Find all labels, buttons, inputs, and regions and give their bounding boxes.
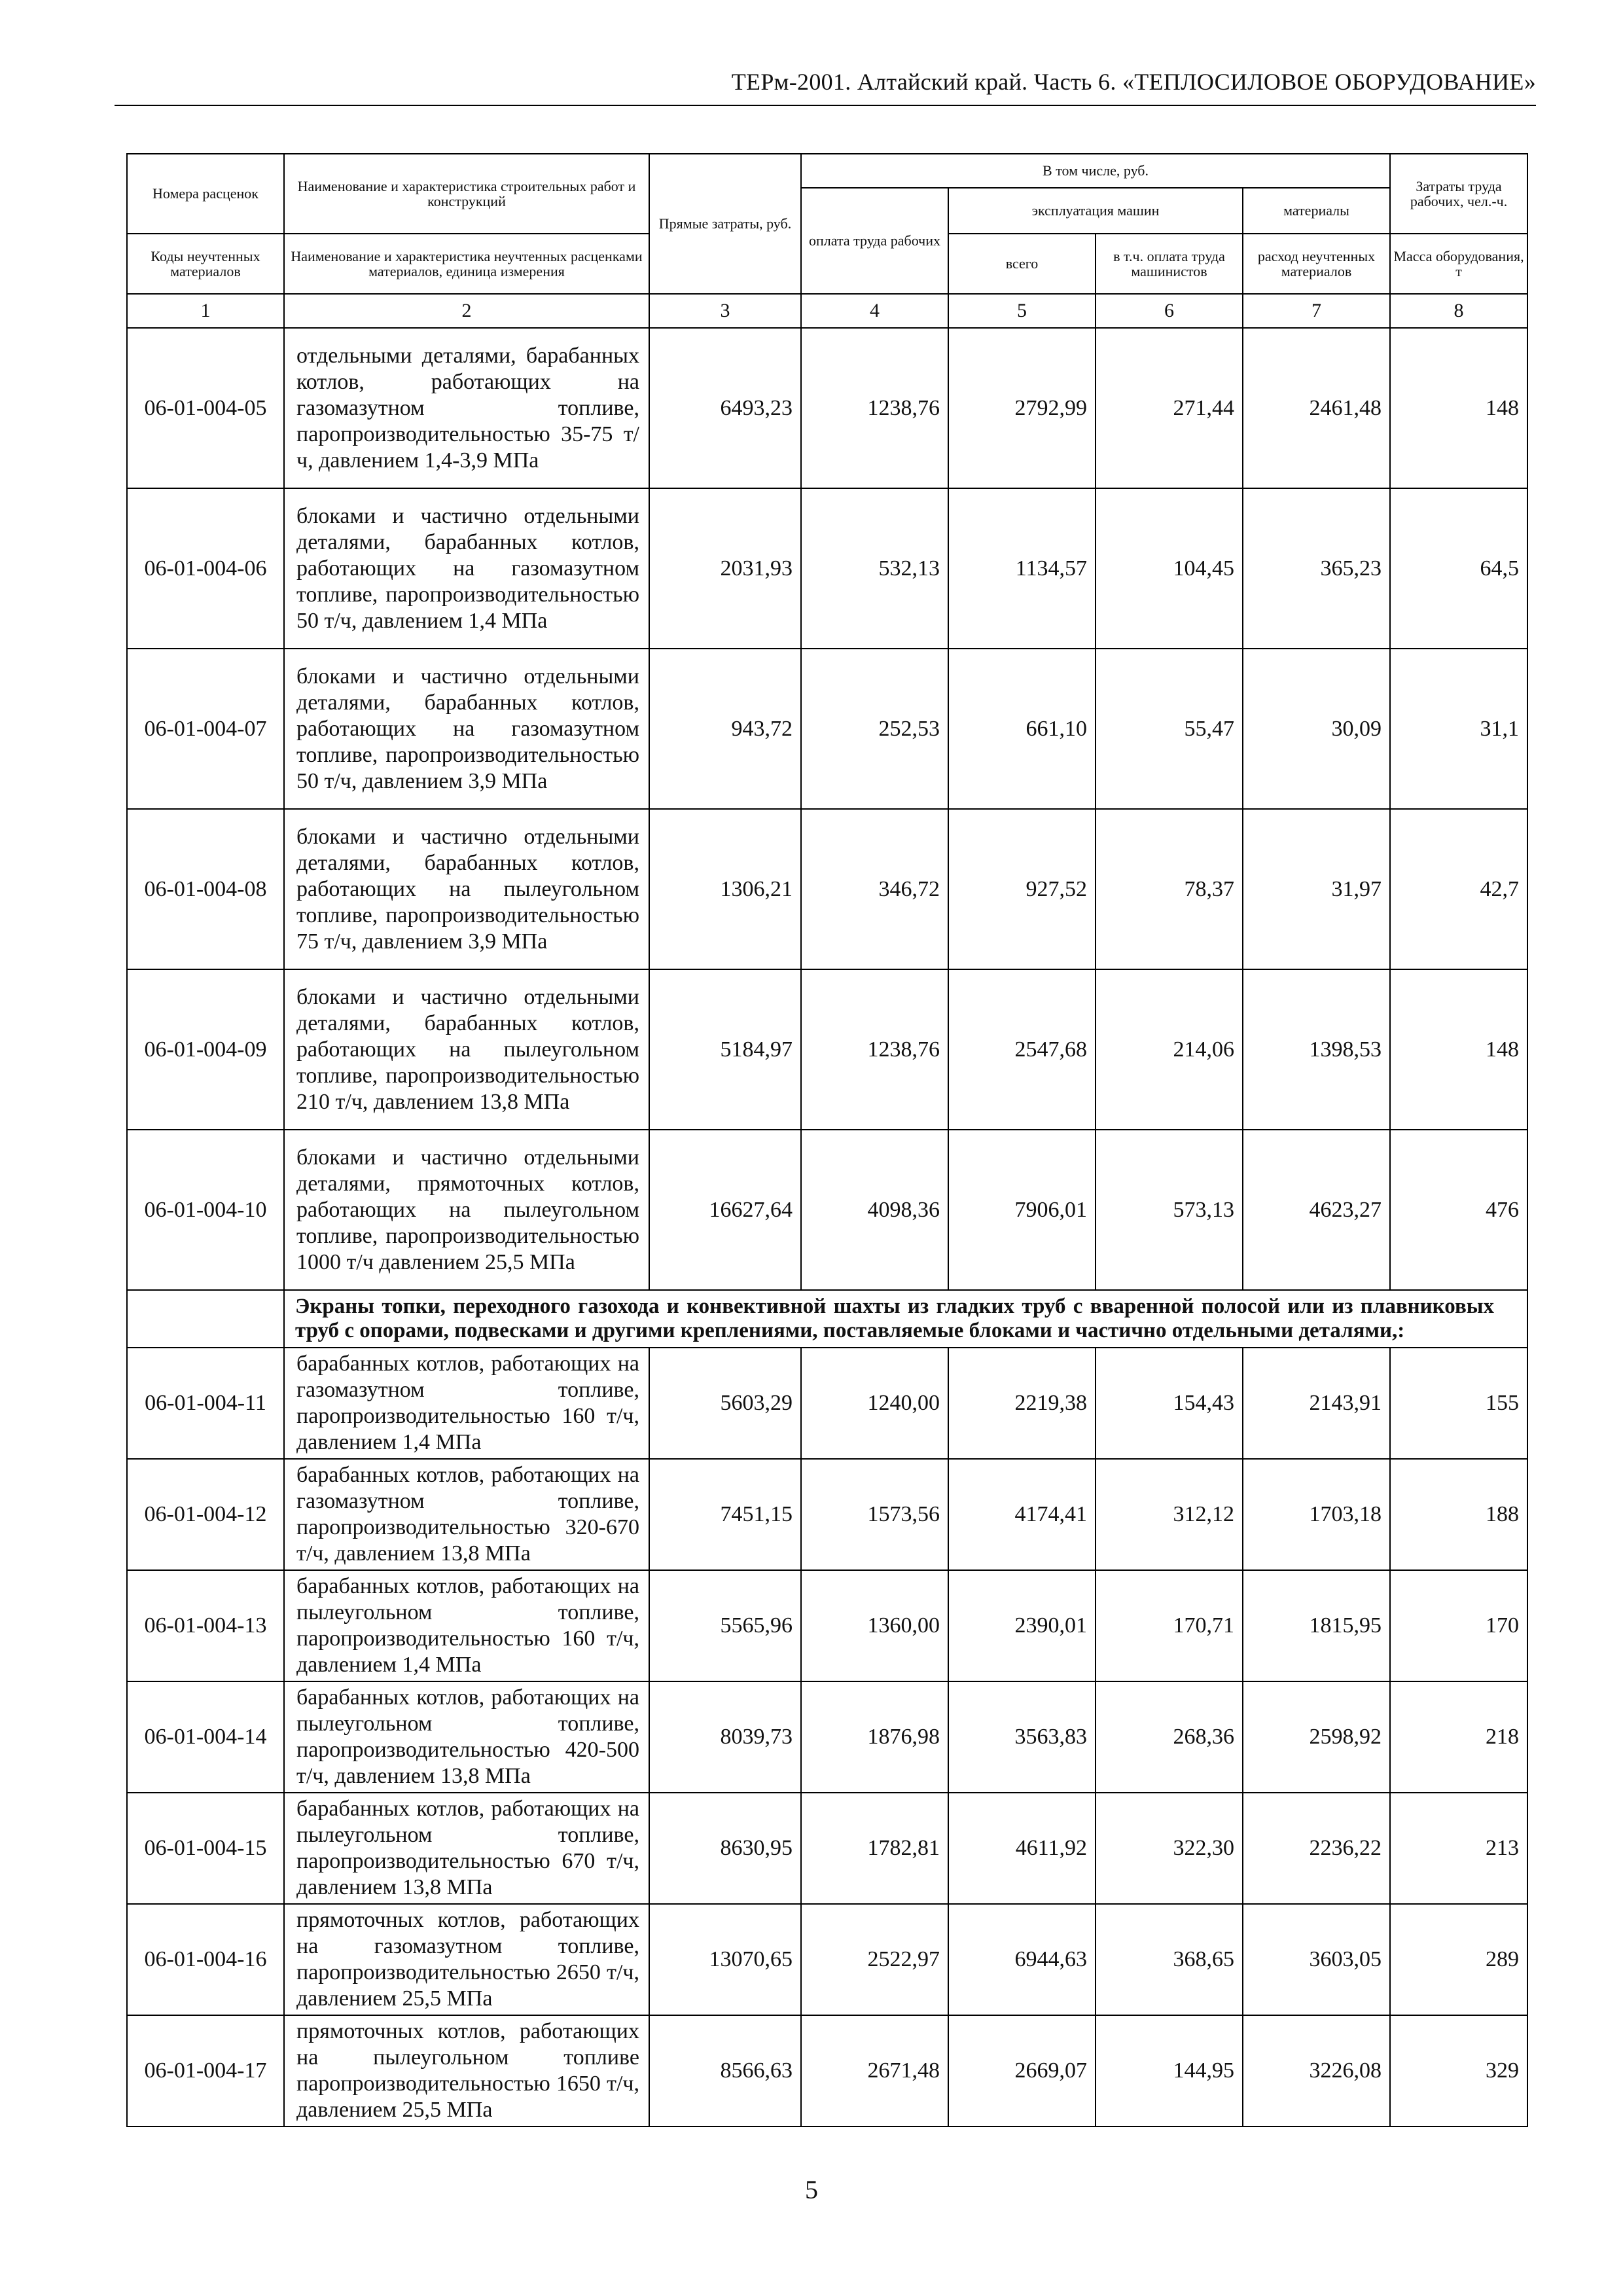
- labor-pay-value: 532,13: [801, 488, 948, 649]
- rate-description: прямоточных котлов, работающих на газомазутном топливе, паропроизводительностью 2650 т/ч, давлением 25,5 МПа: [284, 1904, 649, 2015]
- rate-code: 06-01-004-11: [127, 1348, 284, 1459]
- rate-description: барабанных котлов, работающих на пылеугольном топливе, паропроизводительностью 160 т/ч, давлением 1,4 МПа: [284, 1570, 649, 1681]
- machinist-pay-value: 144,95: [1096, 2015, 1243, 2126]
- table-row: [127, 1459, 1527, 1570]
- machines-total-value: 3563,83: [948, 1681, 1096, 1793]
- rate-code: 06-01-004-05: [127, 328, 284, 488]
- table-header: [127, 154, 1527, 328]
- table-row: [127, 1793, 1527, 1904]
- rate-code: 06-01-004-14: [127, 1681, 284, 1793]
- equipment-mass-value: 148: [1390, 969, 1527, 1130]
- materials-value: 2143,91: [1243, 1348, 1390, 1459]
- rate-description: барабанных котлов, работающих на пылеугольном топливе, паропроизводительностью 670 т/ч, давлением 13,8 МПа: [284, 1793, 649, 1904]
- materials-value: 30,09: [1243, 649, 1390, 809]
- header-material-codes: Коды неучтенных материалов: [127, 234, 284, 294]
- direct-costs-value: 7451,15: [649, 1459, 801, 1570]
- machines-total-value: 4611,92: [948, 1793, 1096, 1904]
- labor-pay-value: 1782,81: [801, 1793, 948, 1904]
- header-total: всего: [948, 234, 1096, 294]
- rate-code: 06-01-004-13: [127, 1570, 284, 1681]
- rate-code: 06-01-004-16: [127, 1904, 284, 2015]
- direct-costs-value: 6493,23: [649, 328, 801, 488]
- materials-value: 3226,08: [1243, 2015, 1390, 2126]
- direct-costs-value: 8566,63: [649, 2015, 801, 2126]
- equipment-mass-value: 213: [1390, 1793, 1527, 1904]
- labor-pay-value: 1876,98: [801, 1681, 948, 1793]
- direct-costs-value: 5603,29: [649, 1348, 801, 1459]
- table-row: [127, 649, 1527, 809]
- direct-costs-value: 8630,95: [649, 1793, 801, 1904]
- materials-value: 31,97: [1243, 809, 1390, 969]
- machines-total-value: 6944,63: [948, 1904, 1096, 2015]
- column-number: 3: [649, 294, 801, 328]
- labor-pay-value: 1240,00: [801, 1348, 948, 1459]
- rate-description: барабанных котлов, работающих на газомазутном топливе, паропроизводительностью 160 т/ч, давлением 1,4 МПа: [284, 1348, 649, 1459]
- machines-total-value: 1134,57: [948, 488, 1096, 649]
- equipment-mass-value: 64,5: [1390, 488, 1527, 649]
- machinist-pay-value: 268,36: [1096, 1681, 1243, 1793]
- header-work-name: Наименование и характеристика строительных работ и конструкций: [284, 154, 649, 234]
- machinist-pay-value: 271,44: [1096, 328, 1243, 488]
- machines-total-value: 7906,01: [948, 1130, 1096, 1290]
- labor-pay-value: 4098,36: [801, 1130, 948, 1290]
- header-labor-costs: Затраты труда рабочих, чел.-ч.: [1390, 154, 1527, 234]
- machinist-pay-value: 55,47: [1096, 649, 1243, 809]
- machines-total-value: 2390,01: [948, 1570, 1096, 1681]
- table-row: [127, 488, 1527, 649]
- rates-table: [126, 153, 1528, 2127]
- machinist-pay-value: 322,30: [1096, 1793, 1243, 1904]
- materials-value: 1703,18: [1243, 1459, 1390, 1570]
- machines-total-value: 2792,99: [948, 328, 1096, 488]
- machinist-pay-value: 368,65: [1096, 1904, 1243, 2015]
- header-rate-numbers: Номера расценок: [127, 154, 284, 234]
- header-machine-operation: эксплуатация машин: [948, 188, 1243, 234]
- column-number: 7: [1243, 294, 1390, 328]
- materials-value: 1398,53: [1243, 969, 1390, 1130]
- labor-pay-value: 2671,48: [801, 2015, 948, 2126]
- machines-total-value: 927,52: [948, 809, 1096, 969]
- direct-costs-value: 8039,73: [649, 1681, 801, 1793]
- section-title: Экраны топки, переходного газохода и конвективной шахты из гладких труб с вваренной полосой или из плавниковых труб с опорами, подвесками и другими креплениями, поставляемые блоками и частично отдельными деталями,:: [284, 1290, 1527, 1348]
- direct-costs-value: 1306,21: [649, 809, 801, 969]
- section-blank-cell: [127, 1290, 284, 1348]
- equipment-mass-value: 188: [1390, 1459, 1527, 1570]
- rate-description: блоками и частично отдельными деталями, барабанных котлов, работающих на газомазутном топливе, паропроизводительностью 50 т/ч, давлением 3,9 МПа: [284, 649, 649, 809]
- machines-total-value: 2547,68: [948, 969, 1096, 1130]
- equipment-mass-value: 170: [1390, 1570, 1527, 1681]
- table-row: [127, 1348, 1527, 1459]
- materials-value: 4623,27: [1243, 1130, 1390, 1290]
- rate-code: 06-01-004-15: [127, 1793, 284, 1904]
- header-materials: материалы: [1243, 188, 1390, 234]
- machines-total-value: 2669,07: [948, 2015, 1096, 2126]
- running-header: ТЕРм-2001. Алтайский край. Часть 6. «ТЕПЛОСИЛОВОЕ ОБОРУДОВАНИЕ»: [731, 69, 1536, 95]
- equipment-mass-value: 155: [1390, 1348, 1527, 1459]
- header-direct-costs: Прямые затраты, руб.: [649, 154, 801, 294]
- materials-value: 3603,05: [1243, 1904, 1390, 2015]
- table-row: [127, 1130, 1527, 1290]
- header-including: В том числе, руб.: [801, 154, 1390, 188]
- equipment-mass-value: 329: [1390, 2015, 1527, 2126]
- equipment-mass-value: 218: [1390, 1681, 1527, 1793]
- table-section: [127, 1290, 1527, 1348]
- materials-value: 1815,95: [1243, 1570, 1390, 1681]
- labor-pay-value: 252,53: [801, 649, 948, 809]
- materials-value: 2461,48: [1243, 328, 1390, 488]
- table-row: [127, 1904, 1527, 2015]
- machines-total-value: 2219,38: [948, 1348, 1096, 1459]
- header-rule: [115, 105, 1536, 106]
- rate-description: барабанных котлов, работающих на газомазутном топливе, паропроизводительностью 320-670 т/ч, давлением 13,8 МПа: [284, 1459, 649, 1570]
- equipment-mass-value: 148: [1390, 328, 1527, 488]
- header-unaccounted-materials: расход неучтенных материалов: [1243, 234, 1390, 294]
- rate-code: 06-01-004-08: [127, 809, 284, 969]
- table-row: [127, 2015, 1527, 2126]
- table-body-a: [127, 328, 1527, 1290]
- header-labor-pay: оплата труда рабочих: [801, 188, 948, 294]
- table-body-b: [127, 1348, 1527, 2126]
- rate-description: блоками и частично отдельными деталями, барабанных котлов, работающих на пылеугольном топливе, паропроизводительностью 210 т/ч, давлением 13,8 МПа: [284, 969, 649, 1130]
- direct-costs-value: 943,72: [649, 649, 801, 809]
- labor-pay-value: 1238,76: [801, 969, 948, 1130]
- column-number: 2: [284, 294, 649, 328]
- page-number: 5: [805, 2175, 818, 2204]
- machinist-pay-value: 78,37: [1096, 809, 1243, 969]
- column-number: 4: [801, 294, 948, 328]
- machinist-pay-value: 170,71: [1096, 1570, 1243, 1681]
- machinist-pay-value: 154,43: [1096, 1348, 1243, 1459]
- direct-costs-value: 5565,96: [649, 1570, 801, 1681]
- rate-code: 06-01-004-12: [127, 1459, 284, 1570]
- column-number: 1: [127, 294, 284, 328]
- labor-pay-value: 1238,76: [801, 328, 948, 488]
- labor-pay-value: 346,72: [801, 809, 948, 969]
- column-number: 8: [1390, 294, 1527, 328]
- equipment-mass-value: 289: [1390, 1904, 1527, 2015]
- machines-total-value: 661,10: [948, 649, 1096, 809]
- materials-value: 2236,22: [1243, 1793, 1390, 1904]
- direct-costs-value: 5184,97: [649, 969, 801, 1130]
- direct-costs-value: 2031,93: [649, 488, 801, 649]
- header-equipment-mass: Масса оборудования, т: [1390, 234, 1527, 294]
- column-number: 6: [1096, 294, 1243, 328]
- column-number-row: [127, 294, 1527, 328]
- rate-description: блоками и частично отдельными деталями, прямоточных котлов, работающих на пылеугольном топливе, паропроизводительностью 1000 т/ч давлением 25,5 МПа: [284, 1130, 649, 1290]
- header-material-name: Наименование и характеристика неучтенных расценками материалов, единица измерения: [284, 234, 649, 294]
- rate-code: 06-01-004-09: [127, 969, 284, 1130]
- materials-value: 2598,92: [1243, 1681, 1390, 1793]
- rate-description: отдельными деталями, барабанных котлов, работающих на газомазутном топливе, паропроизводительностью 35-75 т/ч, давлением 1,4-3,9 МПа: [284, 328, 649, 488]
- direct-costs-value: 16627,64: [649, 1130, 801, 1290]
- equipment-mass-value: 31,1: [1390, 649, 1527, 809]
- table-row: [127, 328, 1527, 488]
- rate-description: барабанных котлов, работающих на пылеугольном топливе, паропроизводительностью 420-500 т/ч, давлением 13,8 МПа: [284, 1681, 649, 1793]
- table-row: [127, 969, 1527, 1130]
- equipment-mass-value: 476: [1390, 1130, 1527, 1290]
- section-row: [127, 1290, 1527, 1348]
- equipment-mass-value: 42,7: [1390, 809, 1527, 969]
- labor-pay-value: 2522,97: [801, 1904, 948, 2015]
- table-row: [127, 1681, 1527, 1793]
- rate-code: 06-01-004-07: [127, 649, 284, 809]
- machinist-pay-value: 214,06: [1096, 969, 1243, 1130]
- rate-description: прямоточных котлов, работающих на пылеугольном топливе паропроизводительностью 1650 т/ч, давлением 25,5 МПа: [284, 2015, 649, 2126]
- rate-description: блоками и частично отдельными деталями, барабанных котлов, работающих на пылеугольном топливе, паропроизводительностью 75 т/ч, давлением 3,9 МПа: [284, 809, 649, 969]
- table-row: [127, 1570, 1527, 1681]
- header-machinist-pay: в т.ч. оплата труда машинистов: [1096, 234, 1243, 294]
- rate-code: 06-01-004-10: [127, 1130, 284, 1290]
- materials-value: 365,23: [1243, 488, 1390, 649]
- rate-code: 06-01-004-17: [127, 2015, 284, 2126]
- machinist-pay-value: 312,12: [1096, 1459, 1243, 1570]
- machines-total-value: 4174,41: [948, 1459, 1096, 1570]
- labor-pay-value: 1360,00: [801, 1570, 948, 1681]
- column-number: 5: [948, 294, 1096, 328]
- rate-code: 06-01-004-06: [127, 488, 284, 649]
- direct-costs-value: 13070,65: [649, 1904, 801, 2015]
- machinist-pay-value: 104,45: [1096, 488, 1243, 649]
- labor-pay-value: 1573,56: [801, 1459, 948, 1570]
- machinist-pay-value: 573,13: [1096, 1130, 1243, 1290]
- table-row: [127, 809, 1527, 969]
- rate-description: блоками и частично отдельными деталями, барабанных котлов, работающих на газомазутном топливе, паропроизводительностью 50 т/ч, давлением 1,4 МПа: [284, 488, 649, 649]
